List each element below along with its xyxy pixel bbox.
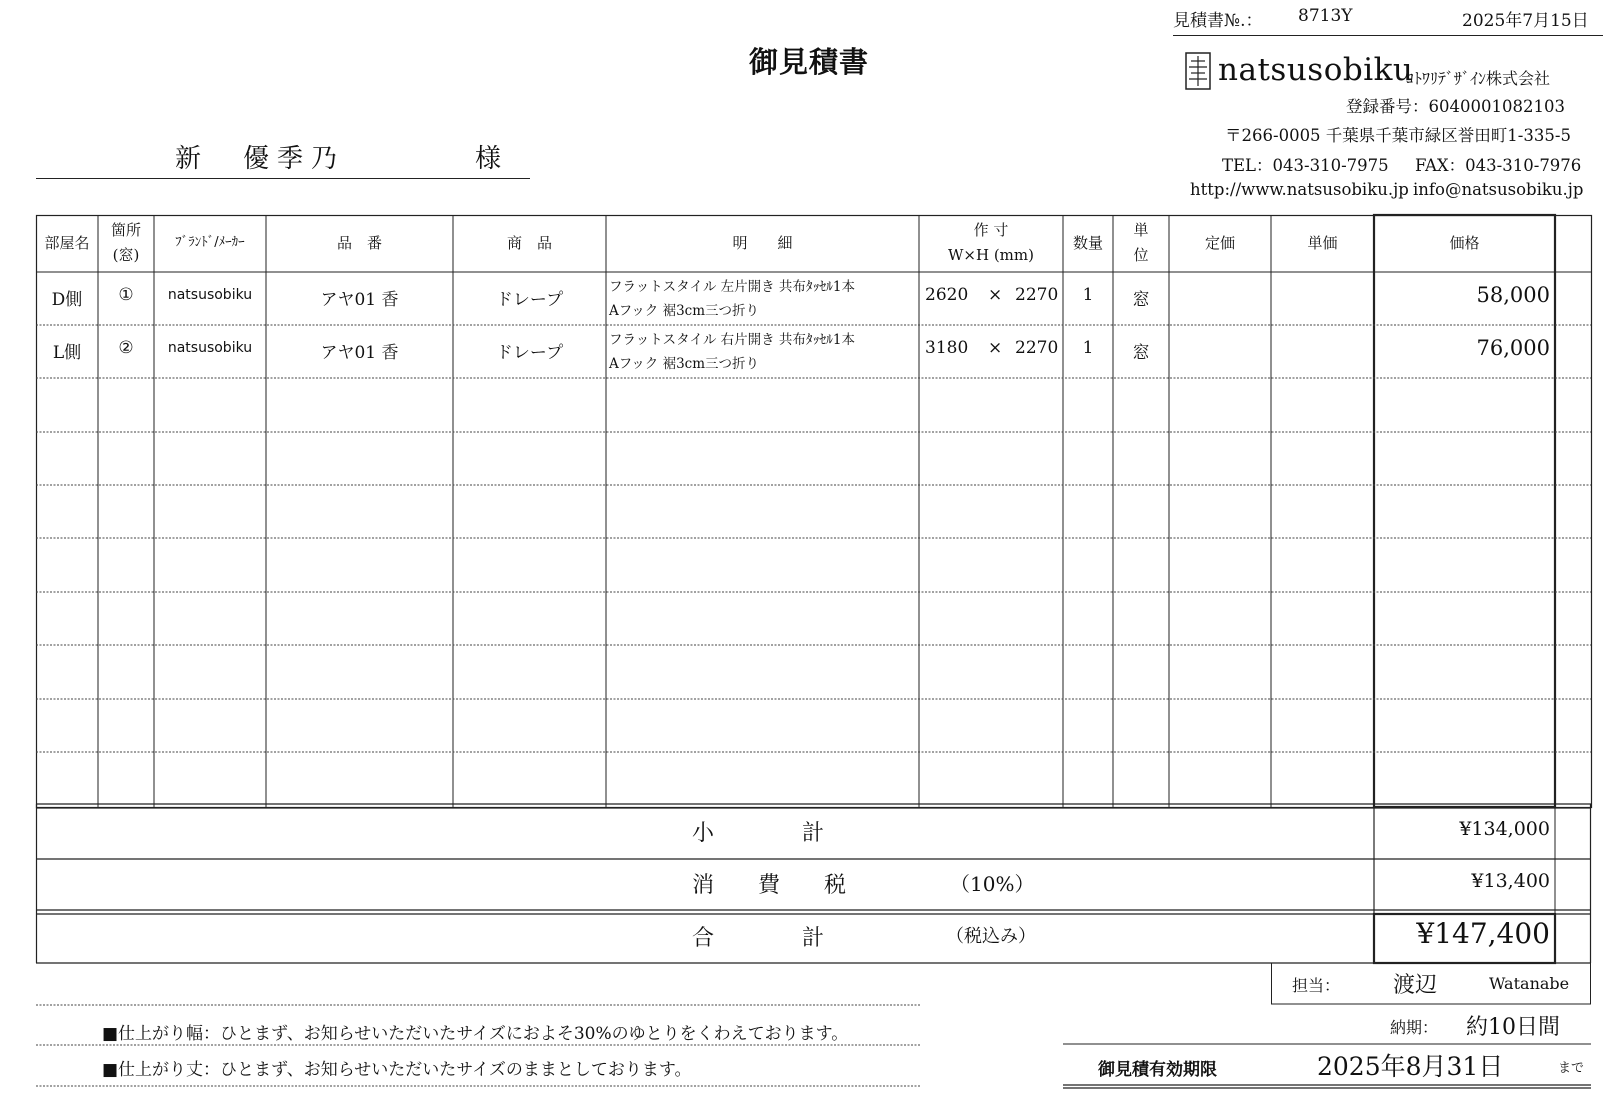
header-location-1: 箇所 [110,221,141,239]
row2-qty: 1 [1082,338,1094,358]
row2-price: 76,000 [1476,336,1550,360]
row2-width: 3180 [925,338,969,358]
row1-details-2: Aフック 裾3cm三つ折り [609,303,760,319]
row2-brand: natsusobiku [167,340,253,356]
row1-qty: 1 [1082,285,1094,305]
row1-unit: 窓 [1132,290,1150,310]
row2-details-1: フラットスタイル 右片開き 共布ﾀｯｾﾙ1本 [609,332,855,348]
header-brand: ﾌﾞﾗﾝﾄﾞ/ﾒｰｶｰ [175,235,245,250]
company-email[interactable]: info@natsusobiku.jp [1413,180,1584,199]
row1-room: D側 [51,290,83,310]
row2-product: ドレープ [495,343,564,363]
row2-unit: 窓 [1132,343,1150,363]
row2-product-no: アヤ01 香 [320,343,399,363]
row1-width: 2620 [925,285,969,305]
staff-name-en: Watanabe [1489,974,1570,993]
customer-honorific: 様 [475,144,502,174]
delivery-label: 納期： [1390,1018,1439,1037]
delivery-value: 約10日間 [1466,1015,1560,1040]
company-fax: FAX：043-310-7976 [1415,156,1582,175]
header-unit-1: 単 [1133,221,1149,239]
row1-product: ドレープ [495,290,564,310]
row1-brand: natsusobiku [167,287,253,303]
estimate-date: 2025年7月15日 [1462,11,1589,31]
company-address: 〒266-0005 千葉県千葉市緑区誉田町1-335-5 [1225,126,1571,145]
validity-date: 2025年8月31日 [1317,1052,1504,1081]
header-room: 部屋名 [44,234,90,252]
row1-times: × [988,285,1003,305]
header-price: 価格 [1449,234,1480,252]
staff-label: 担当： [1292,976,1341,995]
company-url[interactable]: http://www.natsusobiku.jp [1190,180,1409,199]
subtotal-label: 小 計 [692,821,825,846]
total-note: （税込み） [946,926,1036,947]
row2-room: L側 [52,343,82,363]
row2-height: 2270 [1015,338,1059,358]
header-location-2: (窓) [112,246,140,264]
customer-name: 新 優季乃 [175,144,346,174]
tax-label: 消 費 税 [692,873,847,898]
document-title: 御見積書 [748,45,869,79]
subtotal-value: ¥134,000 [1459,818,1550,840]
header-product: 商 品 [506,234,552,252]
row1-location: ① [118,285,134,305]
note-width: ■仕上がり幅：ひとまず、お知らせいただいたサイズにおよそ30%のゆとりをくわえております。 [102,1024,849,1044]
estimate-no: 8713Y [1298,6,1353,26]
validity-suffix: まで [1558,1061,1585,1076]
row2-times: × [988,338,1003,358]
header-details: 明 細 [732,234,793,252]
row1-height: 2270 [1015,285,1059,305]
header-product-no: 品 番 [336,234,382,252]
validity-label: 御見積有効期限 [1098,1060,1217,1080]
row1-product-no: アヤ01 香 [320,290,399,310]
row2-details-2: Aフック 裾3cm三つ折り [609,356,760,372]
tax-rate: （10%） [950,872,1035,896]
total-value: ¥147,400 [1416,917,1550,950]
header-size-2: W×H (mm) [948,246,1034,264]
row1-price: 58,000 [1476,283,1550,307]
company-name: ｺﾄﾜﾘﾃﾞｻﾞｲﾝ株式会社 [1406,69,1551,88]
total-label: 合 計 [692,926,825,951]
staff-name-jp: 渡辺 [1393,973,1438,998]
note-length: ■仕上がり丈：ひとまず、お知らせいただいたサイズのままとしております。 [102,1060,692,1080]
header-size-1: 作 寸 [973,221,1009,239]
registration-number: 登録番号：6040001082103 [1346,97,1565,116]
company-logo-text: natsusobiku [1218,52,1414,88]
row2-location: ② [118,338,134,358]
header-unit-price: 単価 [1307,234,1338,252]
tax-value: ¥13,400 [1471,870,1550,892]
company-tel: TEL：043-310-7975 [1222,156,1389,175]
header-qty: 数量 [1072,234,1103,252]
estimate-no-label: 見積書№.： [1173,11,1263,31]
header-unit-2: 位 [1133,246,1149,264]
row1-details-1: フラットスタイル 左片開き 共布ﾀｯｾﾙ1本 [609,279,855,295]
header-list-price: 定価 [1204,234,1235,252]
